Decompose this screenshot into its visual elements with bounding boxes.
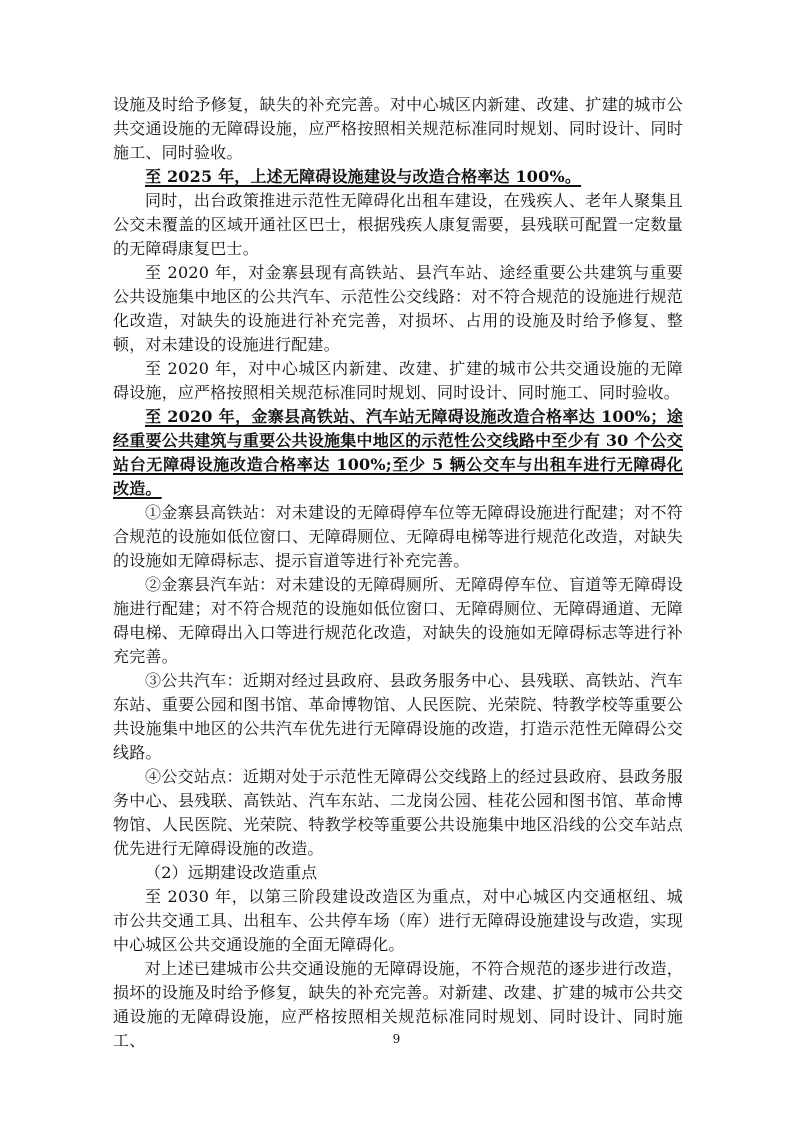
paragraph-2020-stations-bus-lines: 至 2020 年，对金寨县现有高铁站、县汽车站、途经重要公共建筑与重要公共设施集中地区的公共汽车、示范性公交线路：对不符合规范的设施进行规范化改造，对缺失的设施进行补充完善，对损坏、占用的设施及时给予修复、整顿，对未建设的设施进行配建。 bbox=[113, 263, 683, 354]
item-3-public-buses: ③公共汽车：近期对经过县政府、县政务服务中心、县残联、高铁站、汽车东站、重要公园和图书馆、革命博物馆、人民医院、光荣院、特教学校等重要公共设施集中地区的公共汽车优先进行无障碍设施的改造，打造示范性无障碍公交线路。 bbox=[113, 671, 683, 762]
heading-long-term-key-points: （2）远期建设改造重点 bbox=[145, 863, 318, 882]
paragraph-repair-continuation: 设施及时给予修复，缺失的补充完善。对中心城区内新建、改建、扩建的城市公共交通设施的无障碍设施，应严格按照相关规范标准同时规划、同时设计、同时施工、同时验收。 bbox=[113, 95, 683, 162]
paragraph-2020-new-construction: 至 2020 年，对中心城区内新建、改建、扩建的城市公共交通设施的无障碍设施，应严格按照相关规范标准同时规划、同时设计、同时施工、同时验收。 bbox=[113, 359, 683, 402]
item-4-bus-stops: ④公交站点：近期对处于示范性无障碍公交线路上的经过县政府、县政务服务中心、县残联、高铁站、汽车东站、二龙岗公园、桂花公园和图书馆、革命博物馆、人民医院、光荣院、特教学校等重要公共设施集中地区沿线的公交车站点优先进行无障碍设施的改造。 bbox=[113, 767, 683, 858]
target-2020-statement: 至 2020 年，金寨县高铁站、汽车站无障碍设施改造合格率达 100%；途经重要公共建筑与重要公共设施集中地区的示范性公交线路中至少有 30 个公交站台无障碍设施改造合格率达 100%;至少 5 辆公交车与出租车进行无障碍化改造。 bbox=[113, 407, 683, 498]
target-2025-statement: 至 2025 年，上述无障碍设施建设与改造合格率达 100%。 bbox=[145, 167, 582, 186]
paragraph-taxi-community-bus: 同时，出台政策推进示范性无障碍化出租车建设，在残疾人、老年人聚集且公交未覆盖的区域开通社区巴士，根据残疾人康复需要，县残联可配置一定数量的无障碍康复巴士。 bbox=[113, 191, 683, 258]
item-1-hsr-station: ①金寨县高铁站：对未建设的无障碍停车位等无障碍设施进行配建；对不符合规范的设施如低位窗口、无障碍厕位、无障碍电梯等进行规范化改造，对缺失的设施如无障碍标志、提示盲道等进行补充完善。 bbox=[113, 503, 683, 570]
paragraph-2030-plan: 至 2030 年，以第三阶段建设改造区为重点，对中心城区内交通枢纽、城市公共交通工具、出租车、公共停车场（库）进行无障碍设施建设与改造，实现中心城区公共交通设施的全面无障碍化。 bbox=[113, 887, 683, 954]
paragraph-existing-facilities: 对上述已建城市公共交通设施的无障碍设施，不符合规范的逐步进行改造，损坏的设施及时给予修复，缺失的补充完善。对新建、改建、扩建的城市公共交通设施的无障碍设施，应严格按照相关规范标准同时规划、同时设计、同时施工、 bbox=[113, 959, 683, 1050]
page-number: 9 bbox=[392, 1032, 401, 1046]
item-2-bus-station: ②金寨县汽车站：对未建设的无障碍厕所、无障碍停车位、盲道等无障碍设施进行配建；对不符合规范的设施如低位窗口、无障碍厕位、无障碍通道、无障碍电梯、无障碍出入口等进行规范化改造，对缺失的设施如无障碍标志等进行补充完善。 bbox=[113, 575, 683, 666]
document-text-block bbox=[113, 93, 683, 1053]
